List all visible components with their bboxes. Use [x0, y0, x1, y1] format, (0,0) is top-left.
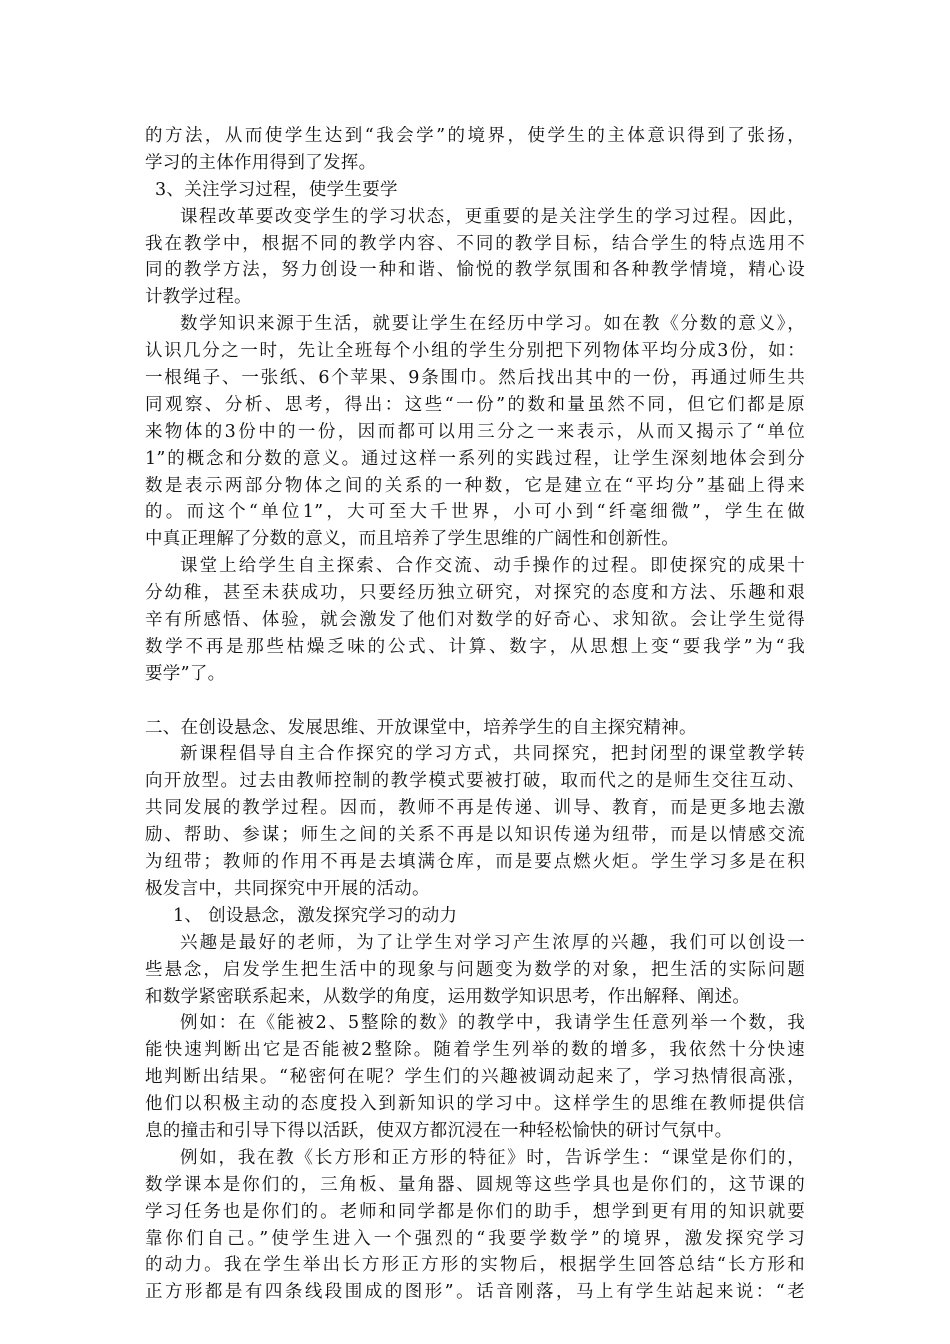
text-line: 地判断出结果。“秘密何在呢？学生们的兴趣被调动起来了，学习热情很高涨， — [145, 1067, 805, 1088]
text-line: 极发言中，共同探究中开展的活动。 — [145, 878, 430, 899]
text-line: 靠你们自己。”使学生进入一个强烈的“我要学数学”的境界，激发探究学习 — [145, 1228, 805, 1249]
text-line: 数学课本是你们的，三角板、量角器、圆规等这些学具也是你们的，这节课的 — [145, 1174, 805, 1195]
text-line: 学习的主体作用得到了发挥。 — [145, 152, 377, 173]
text-line: 兴趣是最好的老师，为了让学生对学习产生浓厚的兴趣，我们可以创设一 — [180, 932, 805, 953]
text-line: 数学知识来源于生活，就要让学生在经历中学习。如在教《分数的意义》， — [180, 314, 805, 335]
text-line: 和数学紧密联系起来，从数学的角度，运用数学知识思考，作出解释、阐述。 — [145, 986, 751, 1007]
text-line: 二、在创设悬念、发展思维、开放课堂中，培养学生的自主探究精神。 — [145, 717, 697, 738]
text-line: 课堂上给学生自主探索、合作交流、动手操作的过程。即使探究的成果十 — [180, 556, 805, 577]
blank-line — [145, 688, 805, 715]
text-line: 中真正理解了分数的意义，而且培养了学生思维的广阔性和创新性。 — [145, 529, 679, 550]
text-line: 的方法，从而使学生达到“我会学”的境界，使学生的主体意识得到了张扬， — [145, 126, 805, 146]
text-line: 例如，我在教《长方形和正方形的特征》时，告诉学生：“课堂是你们的， — [180, 1147, 805, 1168]
text-line: 例如：在《能被2、5整除的数》的教学中，我请学生任意列举一个数，我 — [180, 1013, 805, 1034]
text-line: 同的教学方法，努力创设一种和谐、愉悦的教学氛围和各种教学情境，精心设 — [145, 260, 805, 281]
text-line: 励、帮助、参谋；师生之间的关系不再是以知识传递为纽带，而是以情感交流 — [145, 825, 805, 846]
document-body — [145, 123, 805, 1306]
text-line: 为纽带；教师的作用不再是去填满仓库，而是要点燃火炬。学生学习多是在积 — [145, 852, 805, 873]
text-line: 我在教学中，根据不同的教学内容、不同的教学目标，结合学生的特点选用不 — [145, 233, 805, 254]
text-line: 正方形都是有四条线段围成的图形”。话音刚落，马上有学生站起来说：“老 — [145, 1282, 805, 1303]
text-line: 来物体的3份中的一份，因而都可以用三分之一来表示，从而又揭示了“单位 — [145, 421, 805, 442]
text-line: 要学”了。 — [145, 663, 226, 684]
text-line: 数是表示两部分物体之间的关系的一种数，它是建立在“平均分”基础上得来 — [145, 475, 805, 496]
text-line: 1”的概念和分数的意义。通过这样一系列的实践过程，让学生深刻地体会到分 — [145, 448, 805, 469]
text-line: 新课程倡导自主合作探究的学习方式，共同探究，把封闭型的课堂教学转 — [180, 744, 805, 765]
text-line: 学习任务也是你们的。老师和同学都是你们的助手，想学到更有用的知识就要 — [145, 1201, 805, 1222]
text-line: 3、关注学习过程，使学生要学 — [155, 179, 398, 200]
text-line: 分幼稚，甚至未获成功，只要经历独立研究，对探究的态度和方法、乐趣和艰 — [145, 583, 805, 604]
text-line: 同观察、分析、思考，得出：这些“一份”的数和量虽然不同，但它们都是原 — [145, 394, 805, 415]
text-line: 些悬念，启发学生把生活中的现象与问题变为数学的对象，把生活的实际问题 — [145, 959, 805, 980]
text-line: 的。而这个“单位1”，大可至大千世界，小可小到“纤毫细微”，学生在做 — [145, 502, 805, 523]
text-line: 数学不再是那些枯燥乏味的公式、计算、数字，从思想上变“要我学”为“我 — [145, 636, 805, 657]
text-line: 计教学过程。 — [145, 287, 252, 308]
text-line: 共同发展的教学过程。因而，教师不再是传递、训导、教育，而是更多地去激 — [145, 798, 805, 819]
text-line: 课程改革要改变学生的学习状态，更重要的是关注学生的学习过程。因此， — [180, 206, 805, 227]
text-line: 能快速判断出它是否能被2整除。随着学生列举的数的增多，我依然十分快速 — [145, 1040, 805, 1061]
text-line: 的动力。我在学生举出长方形正方形的实物后，根据学生回答总结“长方形和 — [145, 1255, 805, 1276]
text-line: 辛有所感悟、体验，就会激发了他们对数学的好奇心、求知欲。会让学生觉得 — [145, 610, 805, 631]
text-line: 息的撞击和引导下得以活跃，使双方都沉浸在一种轻松愉快的研讨气氛中。 — [145, 1120, 733, 1141]
text-line: 1、 创设悬念，激发探究学习的动力 — [173, 905, 458, 926]
text-line: 一根绳子、一张纸、6个苹果、9条围巾。然后找出其中的一份，再通过师生共 — [145, 368, 805, 389]
text-line: 他们以积极主动的态度投入到新知识的学习中。这样学生的思维在教师提供信 — [145, 1094, 805, 1115]
text-line: 认识几分之一时，先让全班每个小组的学生分别把下列物体平均分成3份，如： — [145, 341, 805, 362]
text-line: 向开放型。过去由教师控制的教学模式要被打破，取而代之的是师生交往互动、 — [145, 771, 805, 792]
